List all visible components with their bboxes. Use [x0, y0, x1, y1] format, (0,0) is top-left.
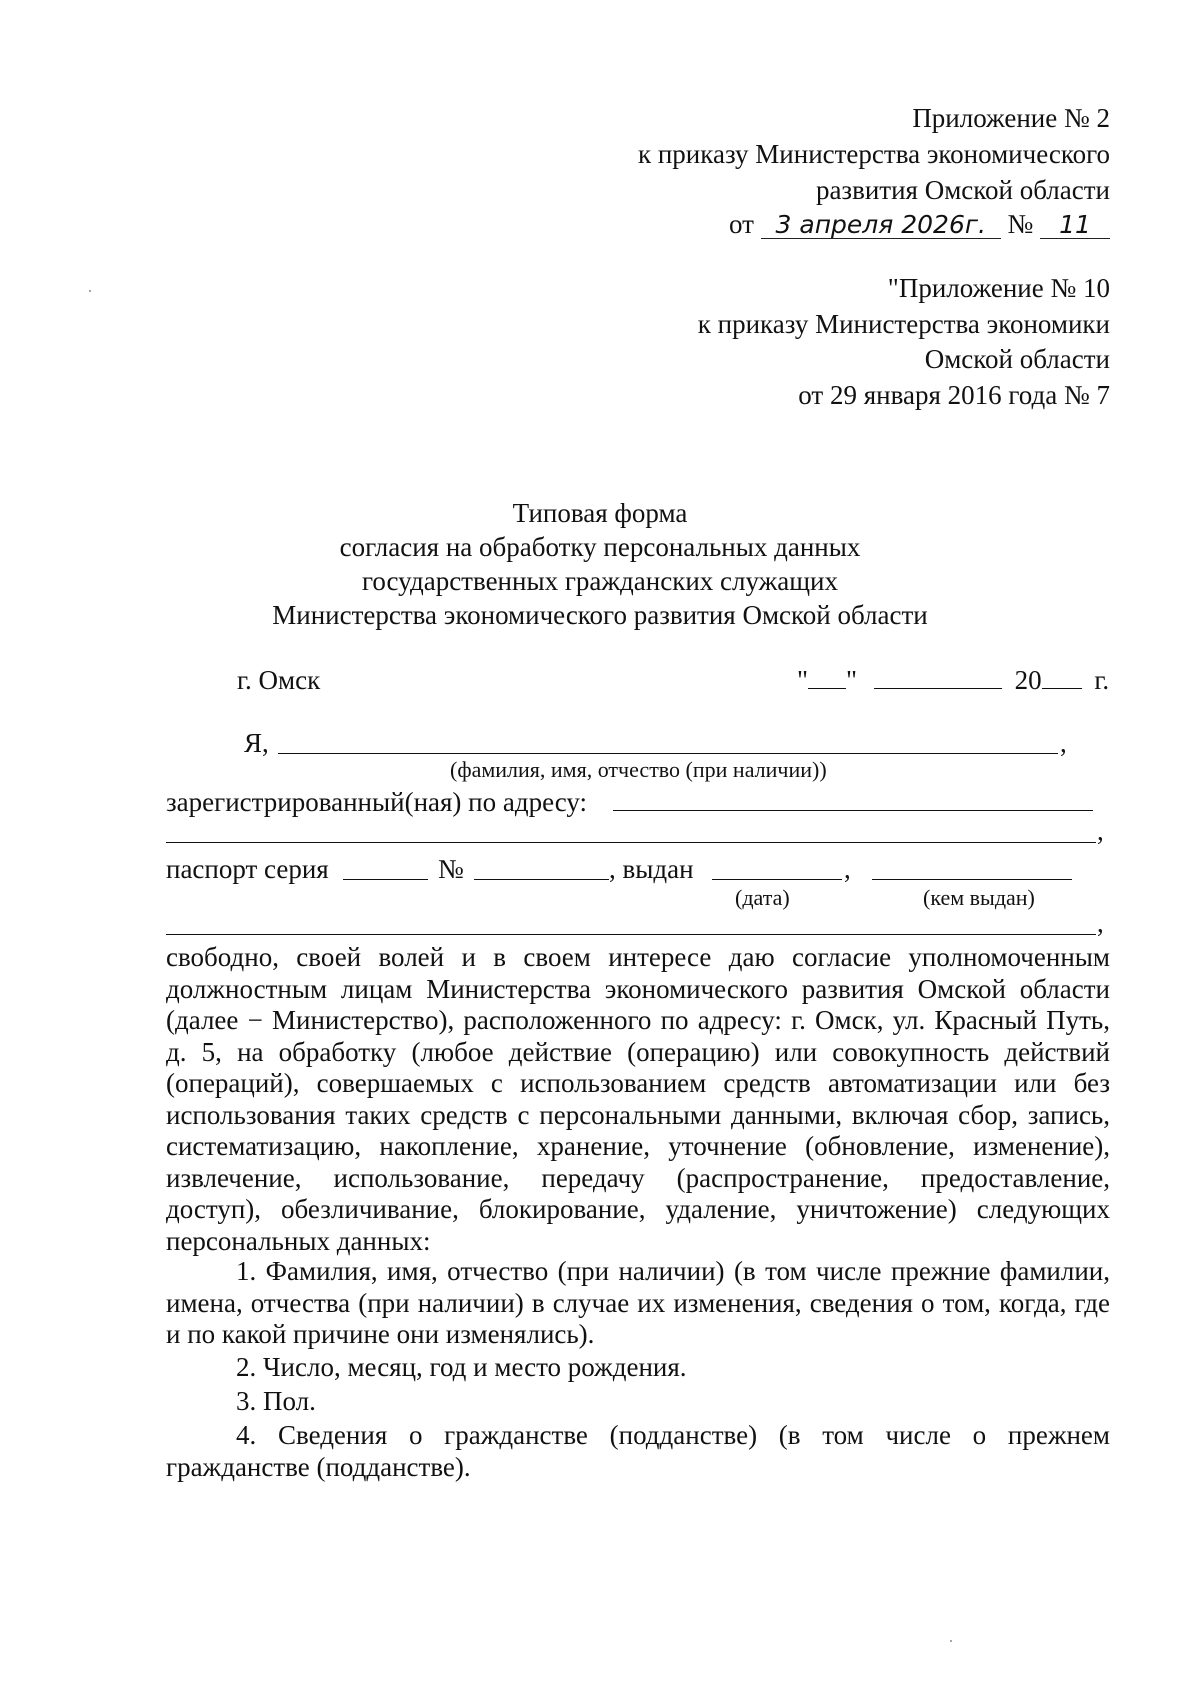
year-blank[interactable]	[1042, 666, 1082, 689]
year-suffix: г.	[1094, 665, 1110, 695]
issuer-caption: (кем выдан)	[923, 885, 1035, 910]
form-title-line-2: согласия на обработку персональных данных	[339, 532, 861, 562]
list-item: 1. Фамилия, имя, отчество (при наличии) (в том числе прежние фамилии, имена, отчества (при наличии) в случае их изменения, сведения о том, когда, где и по какой причине они изменялись).	[166, 1256, 1110, 1349]
quote-open: "	[797, 665, 809, 695]
issuer-blank[interactable]	[872, 857, 1072, 880]
list-item: 4. Сведения о гражданстве (подданстве) (в том числе о прежнем гражданстве (подданстве).	[166, 1420, 1110, 1482]
city-label: г. Омск	[237, 665, 321, 695]
order-reference-line: к приказу Министерства экономического	[637, 139, 1110, 169]
day-blank[interactable]	[808, 666, 846, 689]
quote-close: "	[846, 665, 858, 695]
handwritten-date: 3 апреля 2026г.	[761, 212, 1001, 239]
consent-paragraph: свободно, своей волей и в своем интересе даю согласие уполномоченным должностным лицам Министерства экономического развития Омской области (далее − Министерство), расположенного по адресу: г. Омск, ул. Красный Путь, д. 5, на обработку (любое действие (операцию) или совокупность действий (операций), совершаемых с использованием средств автоматизации или без использования таких средств с персональными данными, включая сбор, запись, систематизацию, накопление, хранение, уточнение (обновление, изменение), извлечение, использование, передачу (распространение, предоставление, доступ), обезличивание, блокирование, удаление, уничтожение) следующих персональных данных:	[166, 942, 1110, 1256]
order-reference-2-date: от 29 января 2016 года № 7	[798, 380, 1110, 410]
address-blank[interactable]	[613, 788, 1093, 811]
number-label: №	[1007, 209, 1034, 239]
issuer-comma: ,	[1097, 908, 1104, 938]
list-item: 2. Число, месяц, год и место рождения.	[236, 1352, 687, 1382]
form-title-line-3: государственных гражданских служащих	[361, 566, 839, 596]
appendix-10-label: "Приложение № 10	[887, 273, 1110, 303]
year-prefix: 20	[1014, 665, 1042, 695]
fio-comma: ,	[1060, 728, 1067, 758]
order-reference-line-2: развития Омской области	[815, 175, 1110, 205]
order-reference-2-line-2: Омской области	[924, 344, 1110, 374]
passport-number-blank[interactable]	[474, 857, 609, 880]
date-caption: (дата)	[735, 885, 790, 910]
order-date-line	[729, 208, 1110, 240]
fio-blank[interactable]	[278, 731, 1058, 754]
passport-label: паспорт серия	[166, 854, 329, 884]
form-title-line-4: Министерства экономического развития Омской области	[272, 600, 928, 630]
appendix-2-label: Приложение № 2	[912, 103, 1110, 133]
date-prefix: от	[729, 209, 754, 239]
date-fill-line	[797, 664, 1109, 696]
order-reference-2-line: к приказу Министерства экономики	[697, 309, 1110, 339]
passport-number-label: №	[438, 854, 464, 884]
passport-comma: ,	[844, 854, 851, 884]
form-title: Типовая форма	[512, 498, 688, 528]
scan-speck	[950, 1640, 952, 1642]
list-item: 3. Пол.	[236, 1386, 316, 1416]
i-label: Я,	[244, 728, 269, 758]
issued-label: , выдан	[609, 854, 694, 884]
passport-series-blank[interactable]	[343, 857, 428, 880]
issue-date-blank[interactable]	[712, 857, 842, 880]
fio-caption: (фамилия, имя, отчество (при наличии))	[450, 757, 827, 782]
address-blank-2[interactable]	[166, 820, 1096, 843]
handwritten-number: 11	[1040, 212, 1110, 239]
month-blank[interactable]	[874, 666, 1002, 689]
address-label: зарегистрированный(ная) по адресу:	[166, 787, 588, 817]
issuer-blank-2[interactable]	[166, 912, 1096, 935]
address-comma: ,	[1097, 816, 1104, 846]
scan-speck	[89, 290, 91, 292]
